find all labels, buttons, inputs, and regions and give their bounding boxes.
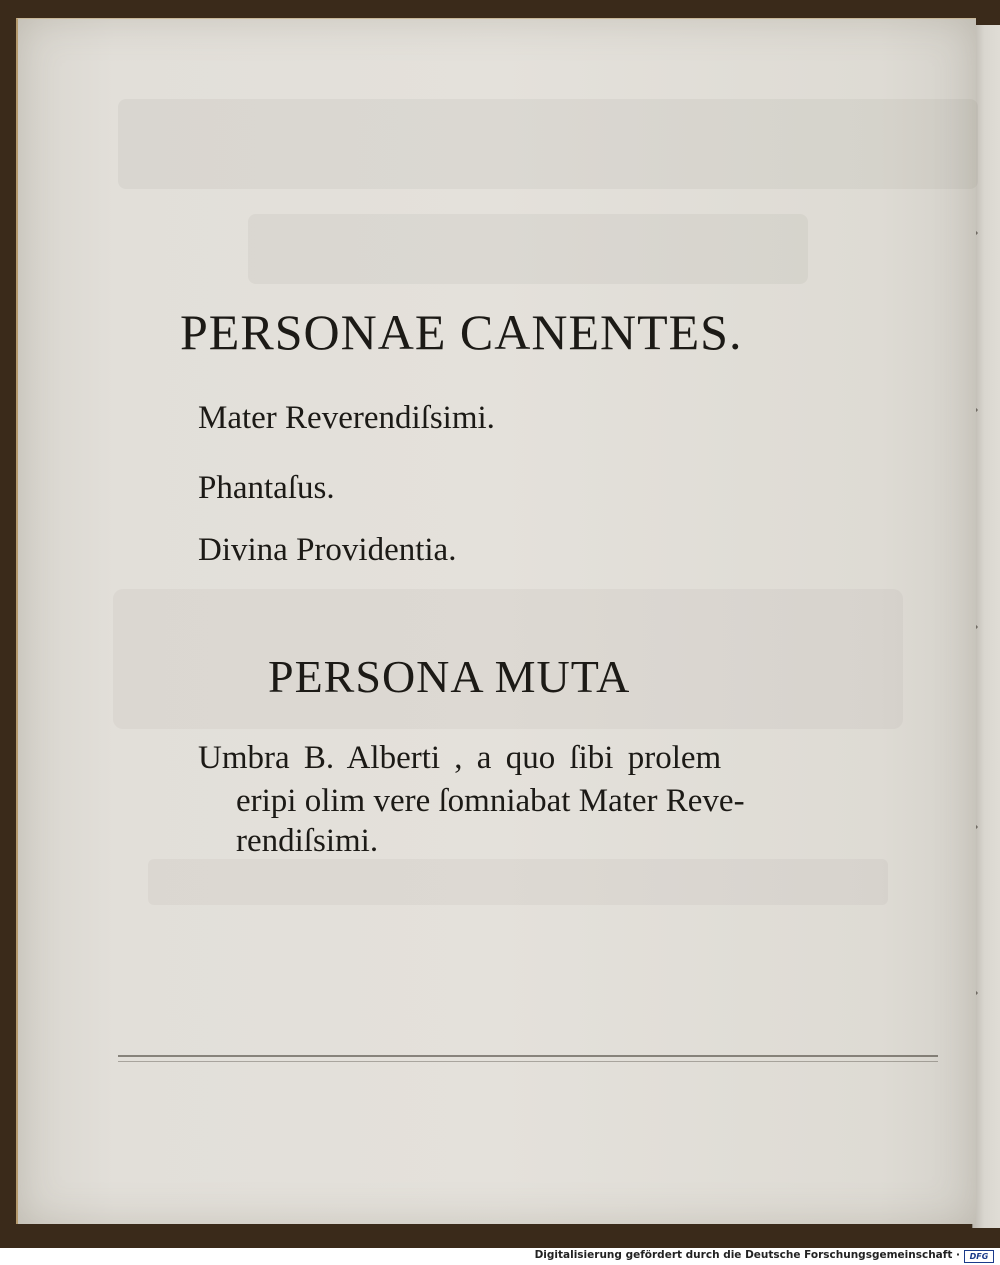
role-phantasus: Phantaſus. <box>198 470 335 506</box>
muta-note-line: Umbra B. Alberti , a quo ſibi prolem <box>198 740 722 776</box>
role-mater-reverendissimi: Mater Reverendiſsimi. <box>198 400 495 436</box>
book-page <box>16 18 976 1224</box>
bleed-through-shadow <box>148 859 888 905</box>
role-divina-providentia: Divina Providentia. <box>198 532 457 568</box>
printed-rule <box>118 1055 938 1057</box>
bleed-through-shadow <box>248 214 808 284</box>
dfg-logo-icon: DFG <box>964 1250 994 1263</box>
bleed-through-shadow <box>118 99 978 189</box>
printed-rule <box>118 1061 938 1062</box>
heading-persona-muta: PERSONA MUTA <box>268 651 631 702</box>
funding-credit: Digitalisierung gefördert durch die Deutsche Forschungsgemeinschaft · <box>534 1249 960 1261</box>
muta-note-line: eripi olim vere ſomniabat Mater Reve- <box>236 783 745 819</box>
heading-personae-canentes: PERSONAE CANENTES. <box>180 304 743 360</box>
muta-note-line: rendiſsimi. <box>236 823 379 859</box>
